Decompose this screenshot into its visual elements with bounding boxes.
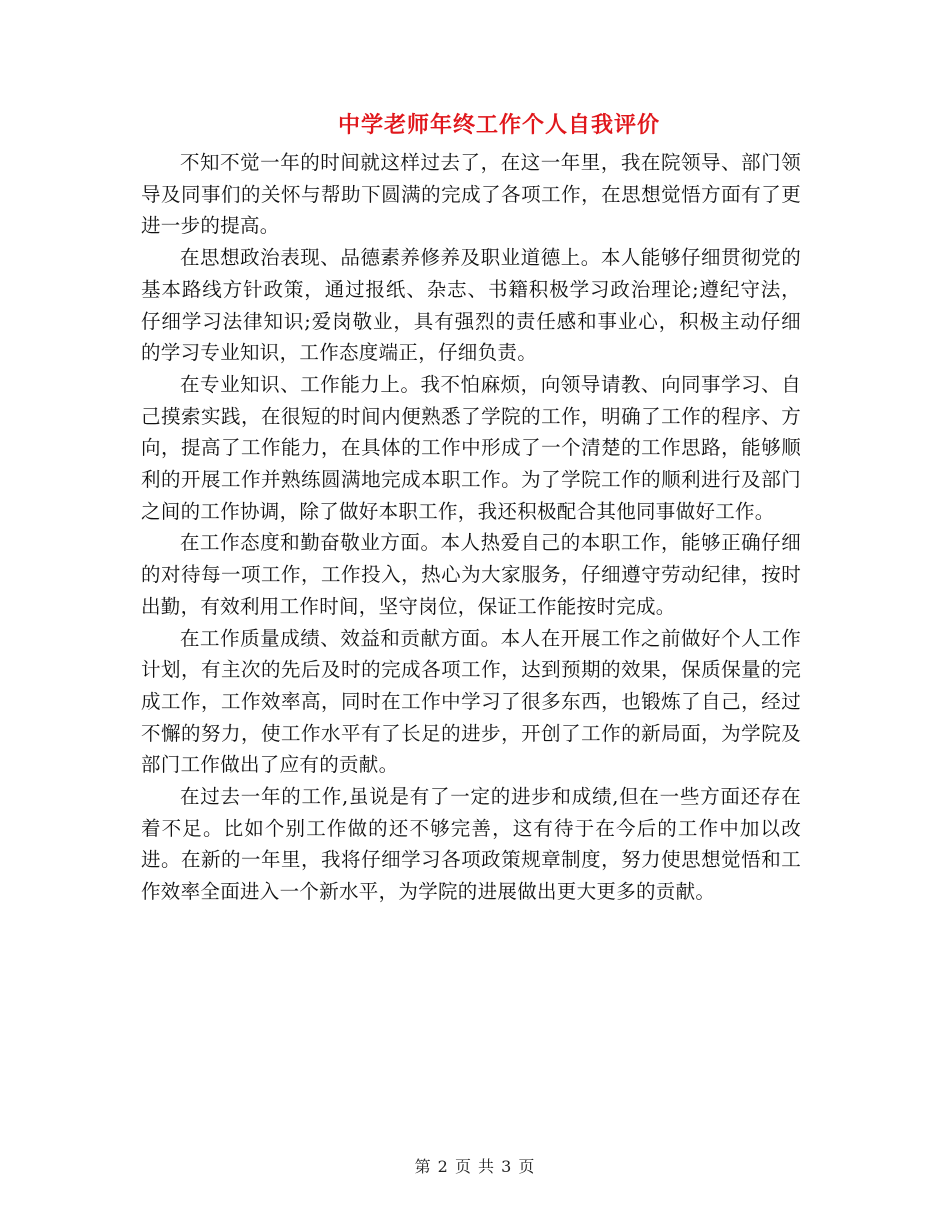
page-footer: 第 2 页 共 3 页 [414,1157,536,1176]
document-body [141,147,801,908]
paragraph-2: 在思想政治表现、品德素养修养及职业道德上。本人能够仔细贯彻党的基本路线方针政策，通过报纸、杂志、书籍积极学习政治理论;遵纪守法，仔细学习法律知识;爱岗敬业，具有强烈的责任感和事业心，积极主动仔细的学习专业知识，工作态度端正，仔细负责。 [141,246,801,365]
paragraph-1: 不知不觉一年的时间就这样过去了，在这一年里，我在院领导、部门领导及同事们的关怀与帮助下圆满的完成了各项工作，在思想觉悟方面有了更进一步的提高。 [141,151,801,238]
document-title: 中学老师年终工作个人自我评价 [337,112,660,138]
paragraph-3: 在专业知识、工作能力上。我不怕麻烦，向领导请教、向同事学习、自己摸索实践，在很短的时间内便熟悉了学院的工作，明确了工作的程序、方向，提高了工作能力，在具体的工作中形成了一个清楚的工作思路，能够顺利的开展工作并熟练圆满地完成本职工作。为了学院工作的顺利进行及部门之间的工作协调，除了做好本职工作，我还积极配合其他同事做好工作。 [141,372,801,523]
paragraph-5: 在工作质量成绩、效益和贡献方面。本人在开展工作之前做好个人工作计划，有主次的先后及时的完成各项工作，达到预期的效果，保质保量的完成工作，工作效率高，同时在工作中学习了很多东西，也锻炼了自己，经过不懈的努力，使工作水平有了长足的进步，开创了工作的新局面，为学院及部门工作做出了应有的贡献。 [141,626,801,777]
paragraph-4: 在工作态度和勤奋敬业方面。本人热爱自己的本职工作，能够正确仔细的对待每一项工作，工作投入，热心为大家服务，仔细遵守劳动纪律，按时出勤，有效利用工作时间，坚守岗位，保证工作能按时完成。 [141,531,801,618]
paragraph-6: 在过去一年的工作,虽说是有了一定的进步和成绩,但在一些方面还存在着不足。比如个别工作做的还不够完善，这有待于在今后的工作中加以改进。在新的一年里，我将仔细学习各项政策规章制度，努力使思想觉悟和工作效率全面进入一个新水平，为学院的进展做出更大更多的贡献。 [141,785,801,904]
